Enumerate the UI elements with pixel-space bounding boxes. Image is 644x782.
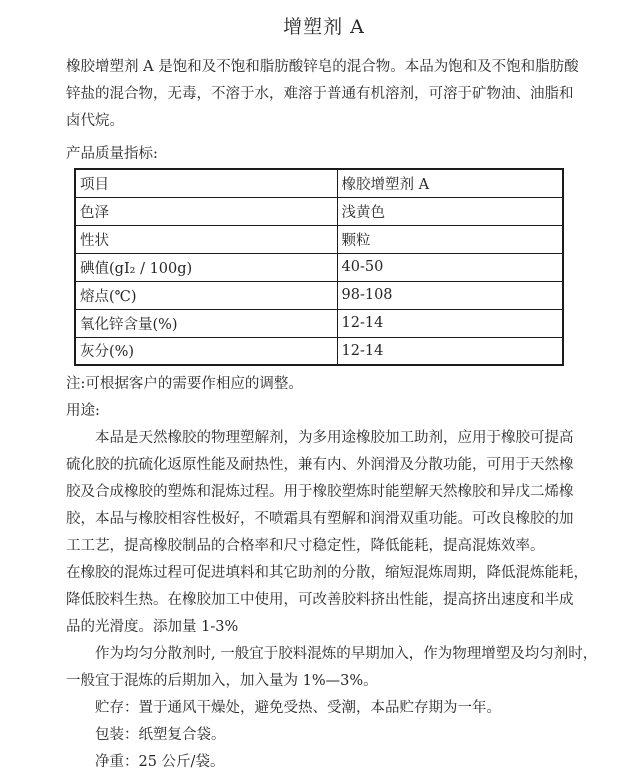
usage-paragraph [66,425,588,641]
text-line: 胶，本品与橡胶相容性极好，不喷霜具有塑解和润滑双重功能。可改良橡胶的加 [66,511,574,527]
spec-value-cell: 98-108 [337,281,563,309]
spec-value-cell: 40-50 [337,253,563,281]
text-line: 品的光滑度。添加量 1-3% [66,619,239,635]
spec-name-cell: 项目 [75,169,337,197]
dosage-paragraph [66,641,598,695]
text-line: 作为均匀分散剂时, 一般宜于胶料混炼的早期加入，作为物理增塑及均匀剂时， [66,646,598,662]
intro-paragraph [66,54,582,135]
page-title: 增塑剂 A [283,16,365,38]
spec-value-cell: 12-14 [337,337,563,365]
quality-table [74,168,564,366]
spec-name-cell: 色泽 [75,197,337,225]
text-line: 在橡胶的混炼过程可促进填料和其它助剂的分散，缩短混炼周期，降低混炼能耗， [66,565,588,581]
packing-line: 包装：纸塑复合袋。 [66,727,226,743]
spec-name-cell: 性状 [75,225,337,253]
text-line: 本品是天然橡胶的物理塑解剂，为多用途橡胶加工助剂，应用于橡胶可提高 [66,430,574,446]
usage-section-label: 用途: [66,403,100,419]
table-row [75,225,563,253]
text-line: 降低胶料生热。在橡胶加工中使用，可改善胶料挤出性能，提高挤出速度和半成 [66,592,574,608]
text-line: 锌盐的混合物，无毒，不溶于水，难溶于普通有机溶剂，可溶于矿物油、油脂和 [66,86,574,102]
text-line: 硫化胶的抗硫化返原性能及耐热性，兼有内、外润滑及分散功能，可用于天然橡 [66,457,574,473]
net-weight-line: 净重：25 公斤/袋。 [66,754,225,770]
text-line: 一般宜于混炼的后期加入，加入量为 1%—3%。 [66,673,378,689]
spec-value-cell: 12-14 [337,309,563,337]
table-row [75,197,563,225]
quality-section-label: 产品质量指标: [66,146,158,162]
table-row [75,337,563,365]
spec-name-cell: 氧化锌含量(%) [75,309,337,337]
table-row [75,169,563,197]
table-row [75,281,563,309]
spec-name-cell: 熔点(℃) [75,281,337,309]
spec-value-cell: 颗粒 [337,225,563,253]
spec-value-cell: 橡胶增塑剂 A [337,169,563,197]
spec-name-cell: 碘值(gI₂ / 100g) [75,253,337,281]
table-row [75,253,563,281]
table-row [75,309,563,337]
storage-line: 贮存：置于通风干燥处，避免受热、受潮，本品贮存期为一年。 [66,700,501,716]
text-line: 橡胶增塑剂 A 是饱和及不饱和脂肪酸锌皂的混合物。本品为饱和及不饱和脂肪酸 [66,59,579,75]
table-note: 注:可根据客户的需要作相应的调整。 [66,376,303,392]
spec-name-cell: 灰分(%) [75,337,337,365]
text-line: 胶及合成橡胶的塑炼和混炼过程。用于橡胶塑炼时能塑解天然橡胶和异戊二烯橡 [66,484,574,500]
text-line: 工工艺，提高橡胶制品的合格率和尺寸稳定性，降低能耗，提高混炼效率。 [66,538,545,554]
text-line: 卤代烷。 [66,113,124,129]
spec-value-cell: 浅黄色 [337,197,563,225]
